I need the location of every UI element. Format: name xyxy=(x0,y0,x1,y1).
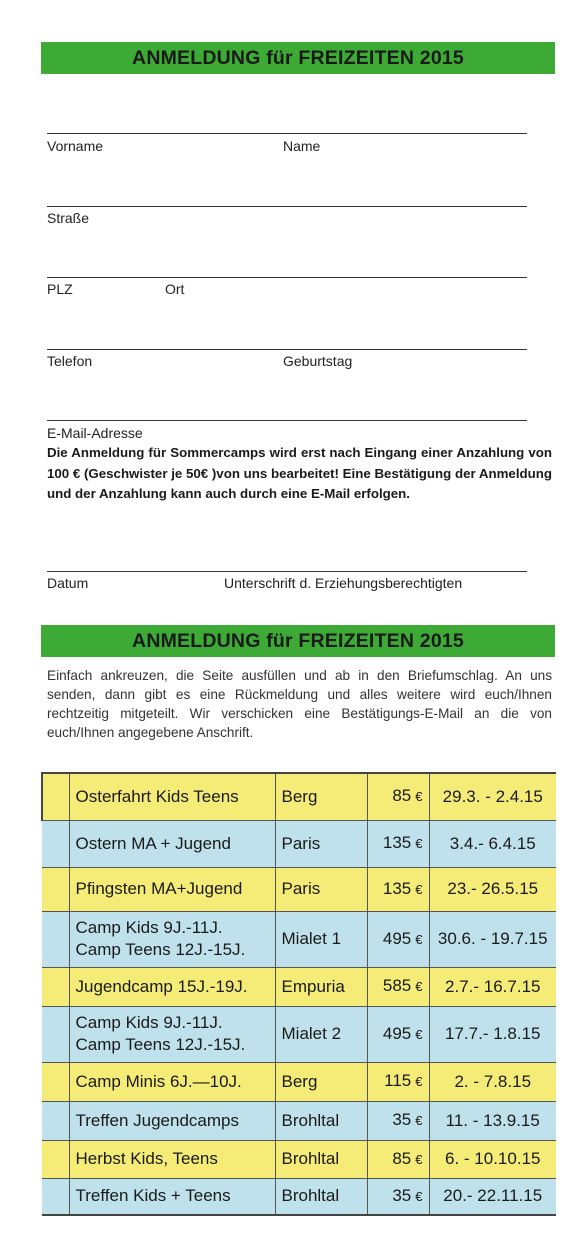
camp-dates: 2.7.- 16.7.15 xyxy=(429,967,556,1006)
camp-dates: 17.7.- 1.8.15 xyxy=(429,1006,556,1062)
camp-dates: 11. - 13.9.15 xyxy=(429,1101,556,1140)
unterschrift-label: Unterschrift d. Erziehungsberechtigten xyxy=(224,575,463,591)
camp-dates: 20.- 22.11.15 xyxy=(429,1178,556,1215)
camp-dates: 2. - 7.8.15 xyxy=(429,1062,556,1101)
deposit-notice: Die Anmeldung für Sommercamps wird erst nach Eingang einer Anzahlung von 100 € (Geschwister je 50€ )von uns bearbeitet! Eine Bestätigung der Anmeldung und der Anzahlung kann auch durch eine E-Mail erfolgen. xyxy=(47,445,552,501)
camp-name-line: Camp Kids 9J.-11J. xyxy=(75,918,223,937)
camp-name-line: Pfingsten MA+Jugend xyxy=(75,879,243,898)
email-label: E-Mail-Adresse xyxy=(47,425,143,441)
camp-row xyxy=(42,867,556,911)
camp-price xyxy=(367,1101,429,1140)
camp-place: Brohltal xyxy=(275,1101,367,1140)
strasse-line[interactable] xyxy=(47,206,527,207)
camp-checkbox[interactable] xyxy=(42,773,69,820)
camp-dates: 30.6. - 19.7.15 xyxy=(429,911,556,967)
camp-price-value: 85 xyxy=(392,1148,412,1168)
camp-price xyxy=(367,1178,429,1215)
camp-price-value: 35 xyxy=(392,1110,412,1129)
currency-symbol: € xyxy=(415,836,423,851)
camp-checkbox[interactable] xyxy=(42,820,69,867)
camp-name xyxy=(69,867,275,911)
camp-name xyxy=(69,820,275,867)
camp-place: Brohltal xyxy=(275,1140,367,1178)
camp-checkbox[interactable] xyxy=(42,1140,69,1178)
camps-table xyxy=(41,772,556,1216)
camp-price-value: 585 xyxy=(382,976,412,995)
camp-checkbox[interactable] xyxy=(42,1062,69,1101)
section2-title-banner xyxy=(41,625,555,657)
camp-dates: 23.- 26.5.15 xyxy=(429,867,556,911)
camp-price xyxy=(367,911,429,967)
camp-dates: 3.4.- 6.4.15 xyxy=(429,820,556,867)
plz-ort-line[interactable] xyxy=(47,277,527,278)
camp-name xyxy=(69,1006,275,1062)
camp-price-value: 495 xyxy=(382,928,412,948)
datum-signature-line[interactable] xyxy=(47,571,527,572)
camp-row xyxy=(42,967,556,1006)
camp-name xyxy=(69,911,275,967)
camp-name xyxy=(69,773,275,820)
camp-place: Mialet 1 xyxy=(275,911,367,967)
vorname-name-line[interactable] xyxy=(47,133,527,134)
currency-symbol: € xyxy=(415,979,423,994)
camp-price xyxy=(367,1140,429,1178)
camp-price-value: 35 xyxy=(392,1185,412,1205)
camp-name xyxy=(69,1140,275,1178)
form-title: ANMELDUNG für FREIZEITEN 2015 xyxy=(132,46,464,69)
camp-name-line: Camp Minis 6J.—10J. xyxy=(75,1071,242,1091)
strasse-label: Straße xyxy=(47,210,90,226)
camp-price-value: 115 xyxy=(384,1071,412,1090)
camp-price xyxy=(367,967,429,1006)
form-title-banner xyxy=(41,42,555,74)
camp-name xyxy=(69,967,275,1006)
currency-symbol: € xyxy=(415,1026,423,1042)
telefon-geburtstag-line[interactable] xyxy=(47,349,527,350)
currency-symbol: € xyxy=(415,931,423,947)
camp-name xyxy=(69,1101,275,1140)
camp-checkbox[interactable] xyxy=(42,867,69,911)
camp-place: Berg xyxy=(275,773,367,820)
camp-price xyxy=(367,773,429,820)
geburtstag-label: Geburtstag xyxy=(283,353,353,369)
camp-name-line: Osterfahrt Kids Teens xyxy=(75,786,239,806)
section2-title: ANMELDUNG für FREIZEITEN 2015 xyxy=(132,629,464,652)
camp-row xyxy=(42,820,556,867)
camp-place: Paris xyxy=(275,820,367,867)
camp-checkbox[interactable] xyxy=(42,967,69,1006)
camp-name-line: Herbst Kids, Teens xyxy=(75,1149,218,1168)
camp-name-line: Treffen Jugendcamps xyxy=(75,1110,239,1130)
telefon-label: Telefon xyxy=(47,353,93,369)
camp-name-line: Treffen Kids + Teens xyxy=(75,1186,231,1206)
camp-price xyxy=(367,867,429,911)
currency-symbol: € xyxy=(415,1188,423,1204)
camp-dates: 6. - 10.10.15 xyxy=(429,1140,556,1178)
camp-price-value: 135 xyxy=(382,878,412,898)
currency-symbol: € xyxy=(415,1151,423,1167)
currency-symbol: € xyxy=(415,789,423,805)
name-label: Name xyxy=(283,138,321,154)
email-line[interactable] xyxy=(47,420,527,421)
camp-row xyxy=(42,1101,556,1140)
camp-name-line: Camp Kids 9J.-11J. xyxy=(75,1013,223,1032)
currency-symbol: € xyxy=(415,881,423,897)
camp-row xyxy=(42,773,556,820)
camp-price-value: 495 xyxy=(382,1023,412,1043)
camp-name-line: Camp Teens 12J.-15J. xyxy=(75,1035,246,1054)
camp-price xyxy=(367,1006,429,1062)
camp-place: Paris xyxy=(275,867,367,911)
camp-name-line: Jugendcamp 15J.-19J. xyxy=(75,976,248,996)
camp-row xyxy=(42,1140,556,1178)
camp-price xyxy=(367,1062,429,1101)
camp-place: Empuria xyxy=(275,967,367,1006)
camp-row xyxy=(42,1006,556,1062)
currency-symbol: € xyxy=(415,1074,423,1089)
camp-checkbox[interactable] xyxy=(42,1101,69,1140)
camp-name xyxy=(69,1062,275,1101)
camp-row xyxy=(42,911,556,967)
camp-checkbox[interactable] xyxy=(42,911,69,967)
datum-label: Datum xyxy=(47,575,89,591)
camp-name xyxy=(69,1178,275,1215)
plz-label: PLZ xyxy=(47,281,73,297)
camp-row xyxy=(42,1062,556,1101)
camp-dates: 29.3. - 2.4.15 xyxy=(429,773,556,820)
section2-intro: Einfach ankreuzen, die Seite ausfüllen und ab in den Briefumschlag. An uns senden, dann gibt es eine Rückmeldung und alles weitere wird euch/Ihnen rechtzeitig mitgeteilt. Wir verschicken eine Bestätigungs-E-Mail an die von euch/Ihnen angegebene Anschrift. xyxy=(47,668,552,740)
camp-place: Mialet 2 xyxy=(275,1006,367,1062)
camp-row xyxy=(42,1178,556,1215)
vorname-label: Vorname xyxy=(47,138,104,154)
camp-name-line: Camp Teens 12J.-15J. xyxy=(75,940,246,959)
camp-name-line: Ostern MA + Jugend xyxy=(75,833,231,853)
currency-symbol: € xyxy=(415,1113,423,1128)
camp-place: Berg xyxy=(275,1062,367,1101)
camp-place: Brohltal xyxy=(275,1178,367,1215)
ort-label: Ort xyxy=(165,281,185,297)
camp-checkbox[interactable] xyxy=(42,1178,69,1215)
camp-checkbox[interactable] xyxy=(42,1006,69,1062)
camp-price-value: 85 xyxy=(392,786,412,806)
camp-price xyxy=(367,820,429,867)
camp-price-value: 135 xyxy=(382,833,412,852)
